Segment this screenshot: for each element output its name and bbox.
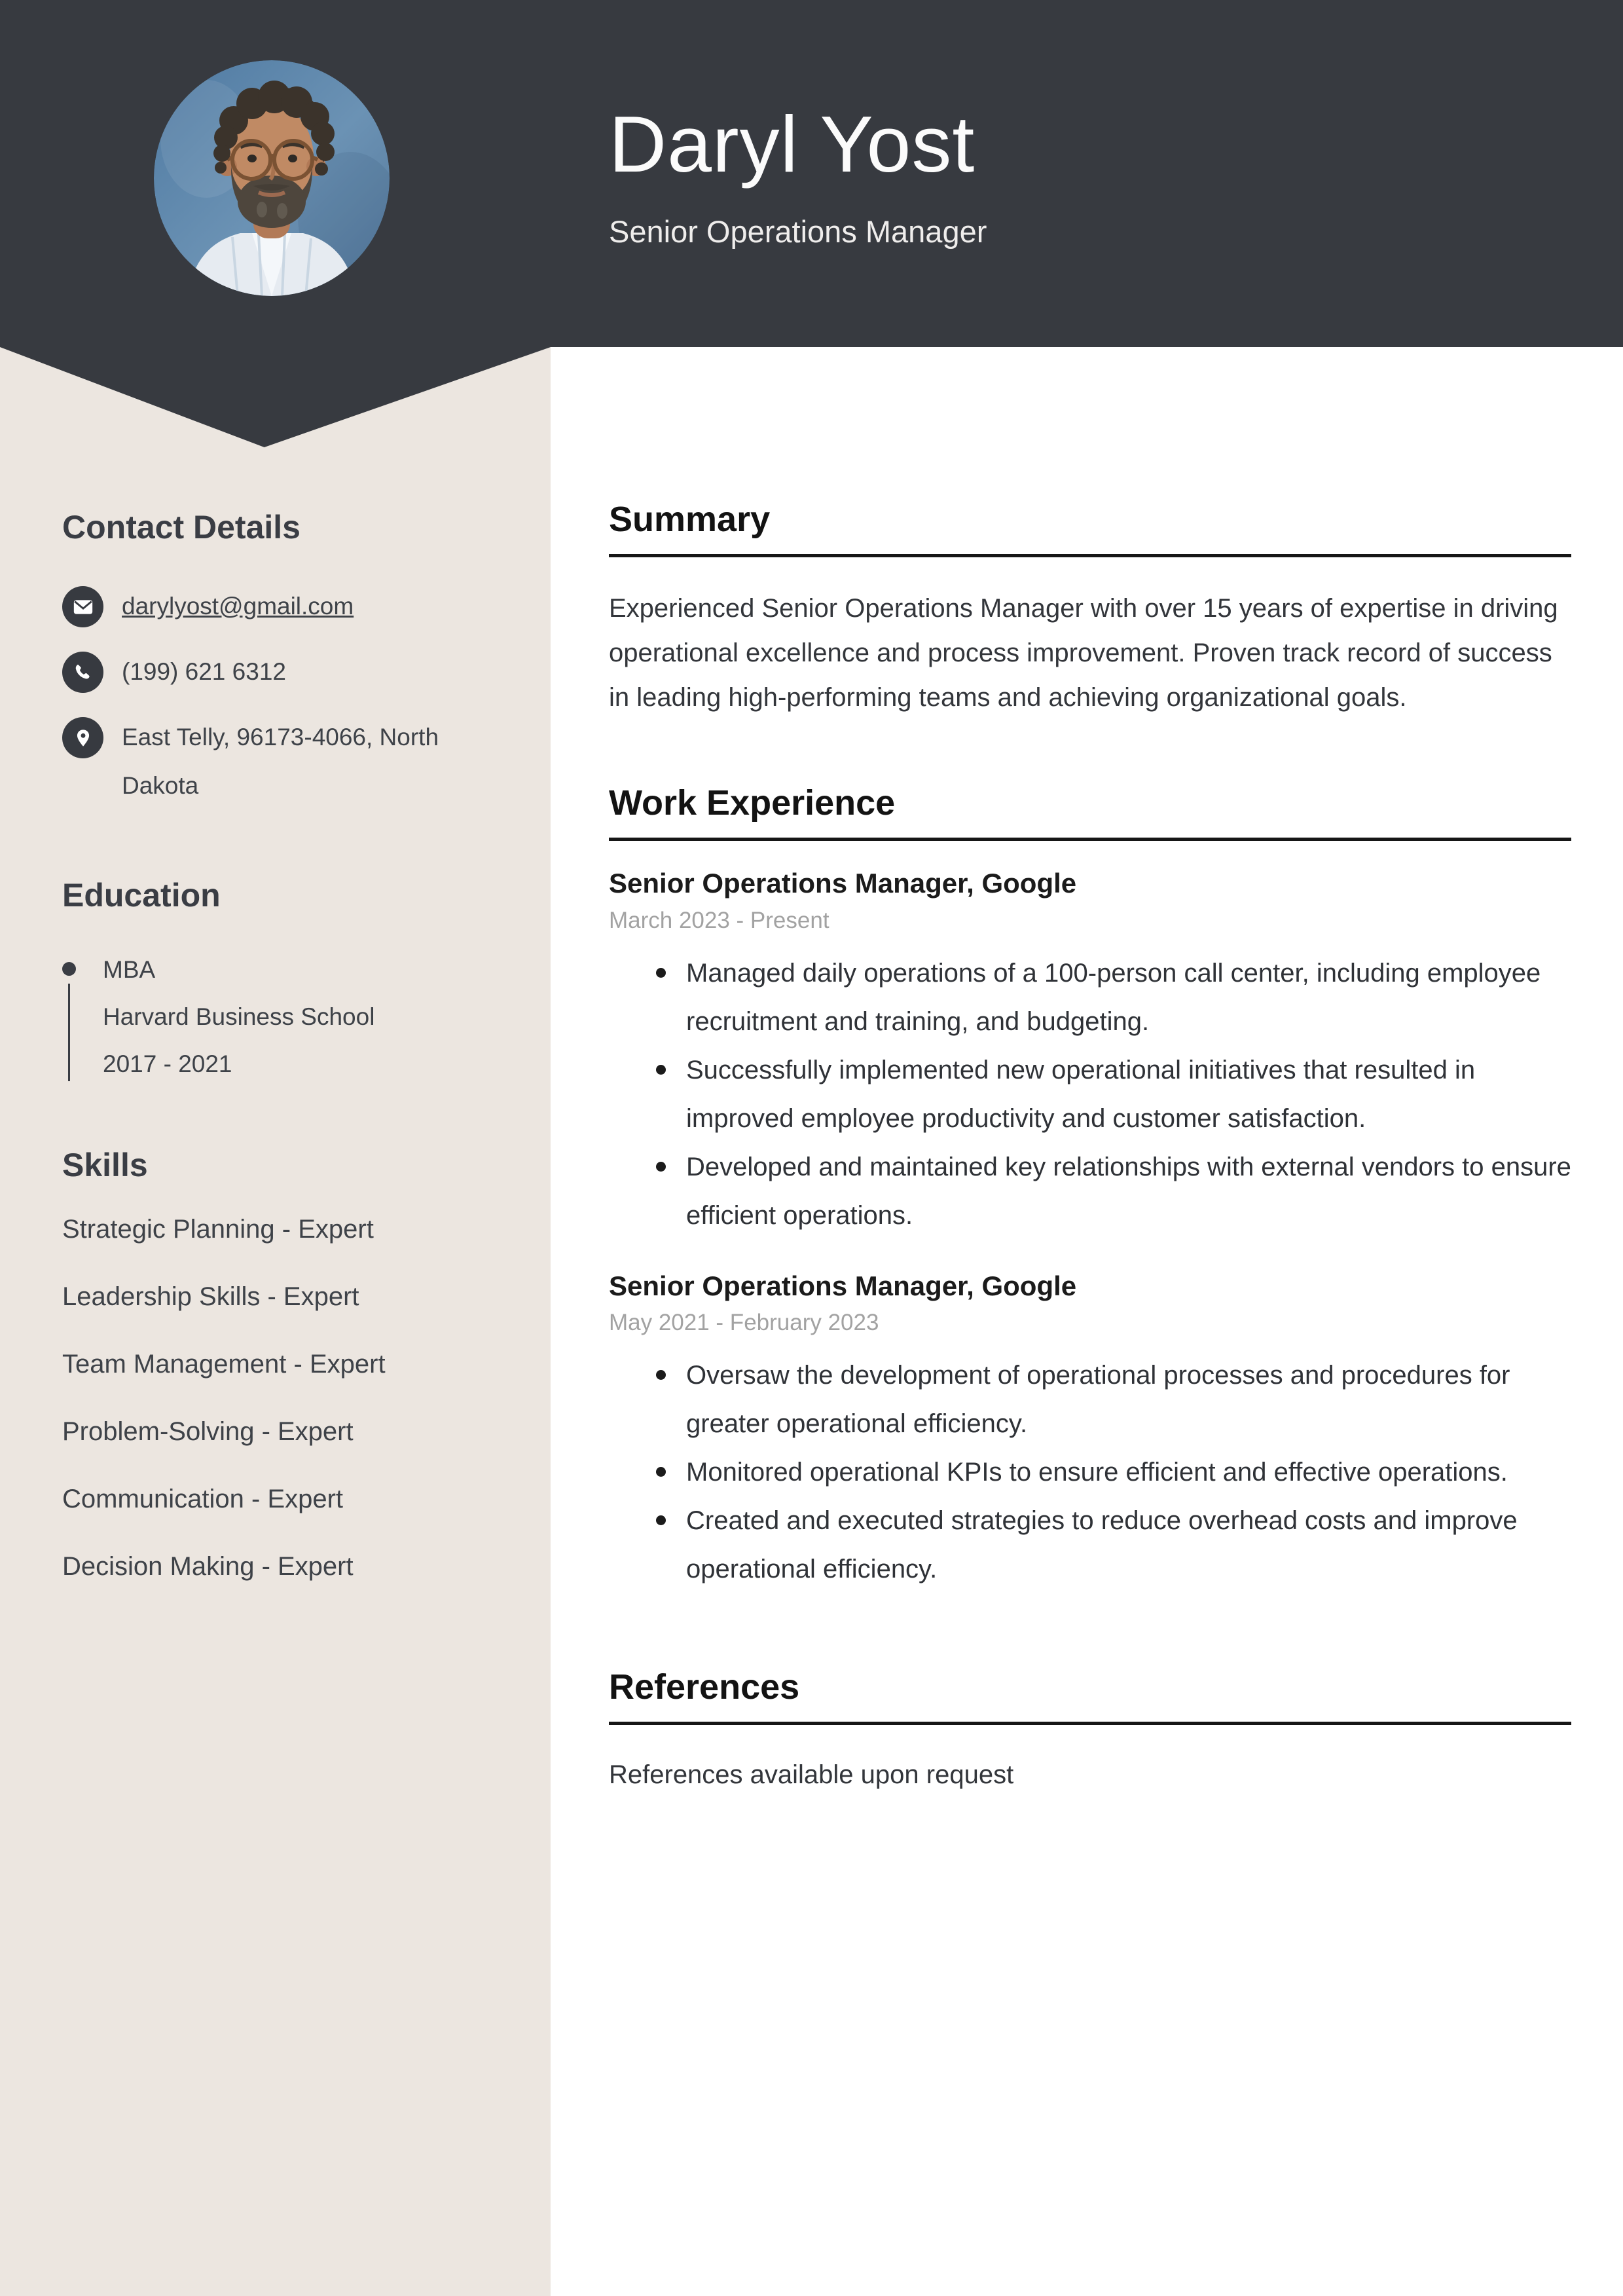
job-bullet: Managed daily operations of a 100-person call center, including employee recruitment and training, and budgeting. [609,949,1571,1046]
contact-location-value: East Telly, 96173-4066, North Dakota [122,724,439,799]
email-icon [62,586,103,627]
skills-list [62,1216,501,1580]
summary-heading: Summary [609,500,771,539]
sidebar [62,508,501,1621]
job-bullet-list [609,1351,1571,1593]
work-experience-section [609,783,1571,1593]
job-dates: March 2023 - Present [609,907,830,933]
work-experience-heading: Work Experience [609,783,896,823]
job-bullet: Successfully implemented new operational initiatives that resulted in improved employee productivity and customer satisfaction. [609,1046,1571,1143]
job-bullet: Oversaw the development of operational processes and procedures for greater operational efficiency. [609,1351,1571,1448]
header [609,98,987,251]
contact-details-heading: Contact Details [62,509,301,546]
contact-list [62,586,501,810]
person-name: Daryl Yost [609,100,976,189]
references-section [609,1667,1571,1797]
references-text: References available upon request [609,1760,1014,1790]
skill-item: Decision Making - Expert [62,1552,354,1581]
section-divider [609,554,1571,557]
job-title: Senior Operations Manager, Google [609,868,1077,899]
job-entry [609,867,1571,1239]
portrait-illustration [154,60,390,296]
phone-icon [62,652,103,693]
bullet-dot-icon [62,962,76,976]
job-dates: May 2021 - February 2023 [609,1309,879,1335]
contact-phone-value: (199) 621 6312 [122,658,286,685]
section-divider [609,1722,1571,1725]
email-link[interactable]: darylyost@gmail.com [122,593,354,620]
envelope-glyph [72,596,94,618]
location-pin-icon [62,717,103,758]
job-bullet: Monitored operational KPIs to ensure efficient and effective operations. [609,1448,1571,1496]
education-school: Harvard Business School [103,1003,375,1030]
skill-item: Leadership Skills - Expert [62,1282,359,1311]
person-job-title: Senior Operations Manager [609,214,987,250]
summary-text: Experienced Senior Operations Manager with over 15 years of expertise in driving operational excellence and process improvement. Proven track record of success in leading high-performing teams and achieving organizational goals. [609,594,1558,713]
skills-heading: Skills [62,1147,148,1183]
job-bullet: Created and executed strategies to reduce overhead costs and improve operational efficiency. [609,1496,1571,1593]
references-heading: References [609,1667,800,1707]
skill-item: Team Management - Expert [62,1350,386,1379]
job-title: Senior Operations Manager, Google [609,1270,1077,1301]
contact-email-value[interactable] [122,582,488,631]
phone-handset-glyph [73,662,94,683]
education-item [62,946,501,1088]
education-details [103,946,374,1088]
education-timeline-marker [62,946,103,1088]
education-years: 2017 - 2021 [103,1050,232,1077]
skill-item: Communication - Expert [62,1485,344,1513]
job-bullet-list [609,949,1571,1240]
education-degree: MBA [103,956,156,983]
skill-item: Problem-Solving - Expert [62,1417,354,1446]
section-divider [609,838,1571,841]
education-heading: Education [62,877,221,914]
job-entry [609,1270,1571,1593]
skill-item: Strategic Planning - Expert [62,1215,374,1244]
contact-row-location [62,717,501,810]
skills-section [62,1145,501,1580]
contact-row-email [62,586,501,631]
profile-photo [154,60,390,296]
education-section [62,876,501,1088]
summary-section [609,499,1571,720]
main-content [609,499,1571,1797]
timeline-line [68,984,70,1081]
contact-row-phone [62,652,501,696]
map-pin-glyph [73,728,94,749]
job-bullet: Developed and maintained key relationships with external vendors to ensure efficient operations. [609,1143,1571,1240]
